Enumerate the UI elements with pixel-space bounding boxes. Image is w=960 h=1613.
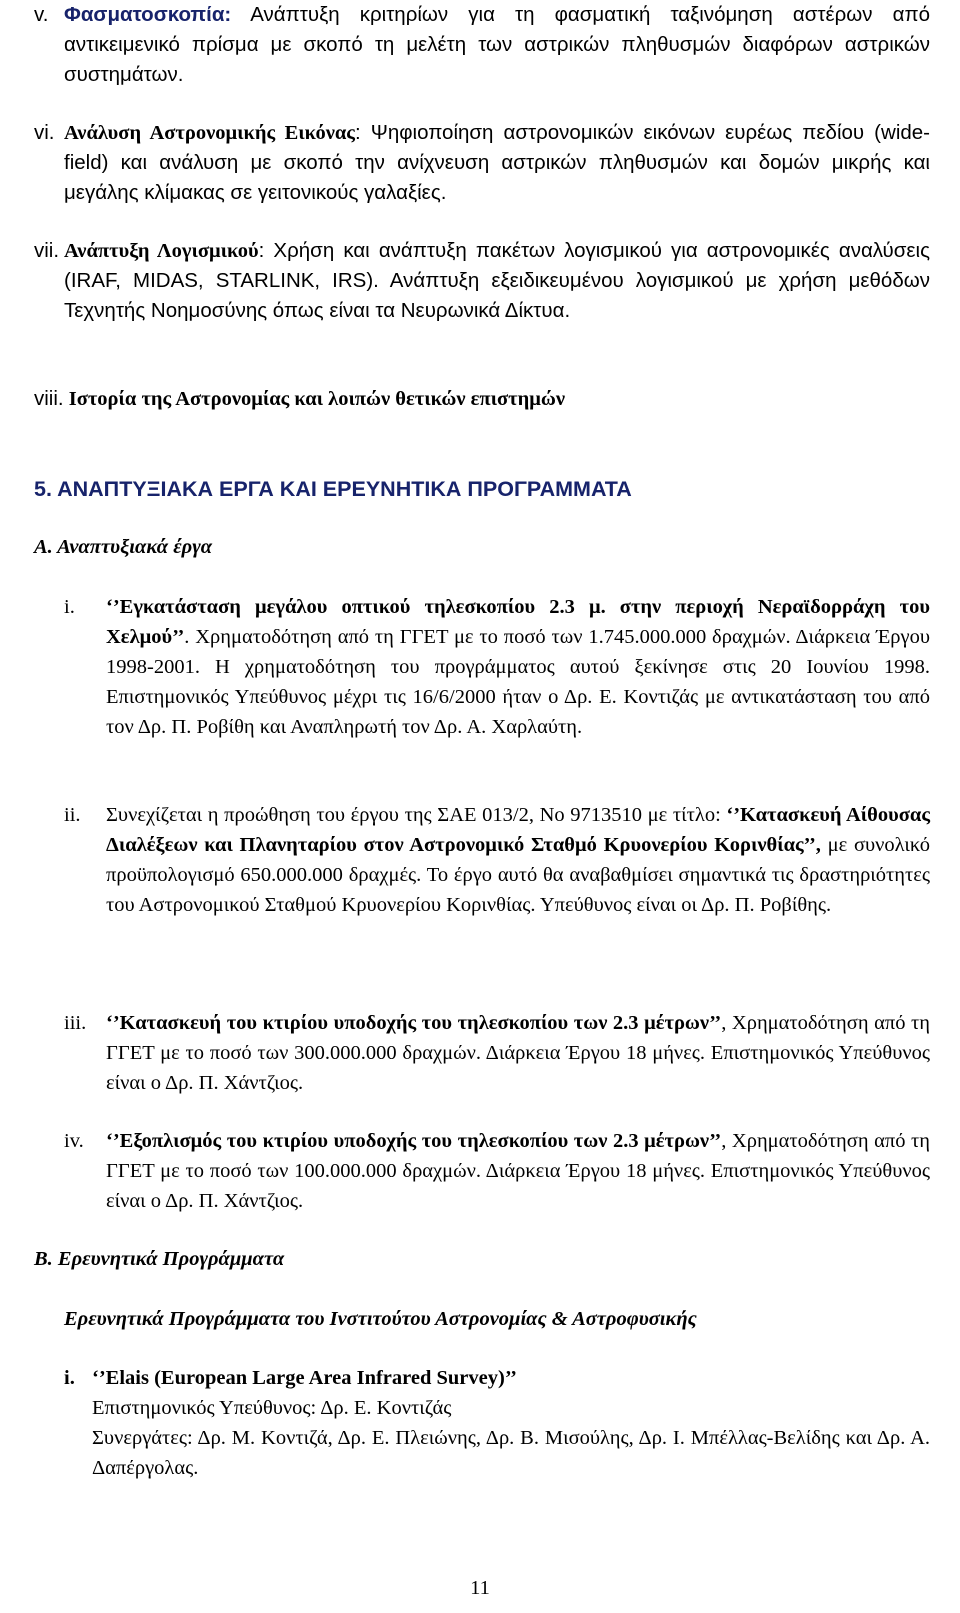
project-ii (64, 800, 930, 920)
research-i-lead: Επιστημονικός Υπεύθυνος: Δρ. Ε. Κοντιζάς (92, 1397, 452, 1419)
research-i (64, 1363, 930, 1483)
item-v-title: Φασματοσκοπία: (64, 3, 232, 26)
project-iv-number: iv. (64, 1130, 84, 1152)
subsection-b-heading: Β. Ερευνητικά Προγράμματα (34, 1248, 285, 1270)
project-ii-number: ii. (64, 804, 81, 826)
page-number: 11 (470, 1577, 490, 1599)
project-i-title: ‘’Εγκατάσταση μεγάλου οπτικού τηλεσκοπίου 2.3 μ. στην περιοχή Νεραϊδορράχη του Χελμού’’ (106, 596, 930, 648)
subsection-a-heading: Α. Αναπτυξιακά έργα (34, 536, 213, 558)
item-vii (34, 236, 930, 326)
project-iii-title: ‘’Κατασκευή του κτιρίου υποδοχής του τηλεσκοπίου των 2.3 μέτρων’’ (106, 1012, 722, 1034)
project-iv-title: ‘’Εξοπλισμός του κτιρίου υποδοχής του τηλεσκοπίου των 2.3 μέτρων’’ (106, 1130, 722, 1152)
item-v (34, 0, 930, 90)
item-vi (34, 118, 930, 208)
project-iv-text: , Χρηματοδότηση από τη ΓΓΕΤ με το ποσό των 100.000.000 δραχμών. Διάρκεια Έργου 18 μήνες. Επιστημονικός Υπεύθυνος είναι ο Δρ. Π. Χάντζιος. (106, 1130, 930, 1212)
section-5-heading: 5. ΑΝΑΠΤΥΞΙΑΚΑ ΕΡΓΑ ΚΑΙ ΕΡΕΥΝΗΤΙΚΑ ΠΡΟΓΡΑΜΜΑΤΑ (34, 477, 632, 501)
project-i-text: . Χρηματοδότηση από τη ΓΓΕΤ με το ποσό των 1.745.000.000 δραχμών. Διάρκεια Έργου 1998-2001. Η χρηματοδότηση του προγράμματος αυτού ξεκίνησε στις 20 Ιουνίου 1998. Επιστημονικός Υπεύθυνος μέχρι τις 16/6/2000 ήταν ο Δρ. Ε. Κοντιζάς με αντικατάσταση του από τον Δρ. Π. Ροβίθη και Αναπληρωτή τον Δρ. Α. Χαρλαύτη. (106, 626, 930, 738)
item-viii-number: viii. (34, 387, 64, 410)
project-iii (64, 1008, 930, 1098)
research-i-number: i. (64, 1367, 75, 1389)
project-ii-title: ‘’Κατασκευή Αίθουσας Διαλέξεων και Πλανηταρίου στον Αστρονομικό Σταθμό Κρυονερίου Κορινθίας’’, (106, 804, 930, 856)
item-vi-number: vi. (34, 121, 55, 144)
project-ii-text: με συνολικό προϋπολογισμό 650.000.000 δραχμές. Το έργο αυτό θα αναβαθμίσει σημαντικά τις δραστηριότητες του Αστρονομικού Σταθμού Κρυονερίου Κορινθίας. Υπεύθυνος είναι οι Δρ. Π. Ροβίθης. (106, 834, 931, 916)
project-iii-text: , Χρηματοδότηση από τη ΓΓΕΤ με το ποσό των 300.000.000 δραχμών. Διάρκεια Έργου 18 μήνες. Επιστημονικός Υπεύθυνος είναι ο Δρ. Π. Χάντζιος. (106, 1012, 930, 1094)
item-vii-text: : Χρήση και ανάπτυξη πακέτων λογισμικού για αστρονομικές αναλύσεις (IRAF, MIDAS, STARLINK, IRS). Ανάπτυξη εξειδικευμένου λογισμικού με χρήση μεθόδων Τεχνητής Νοημοσύνης όπως είναι τα Νευρωνικά Δίκτυα. (64, 239, 930, 322)
project-i (64, 592, 930, 742)
research-i-title: ‘’Elais (European Large Area Infrared Survey)’’ (92, 1367, 517, 1389)
project-i-number: i. (64, 596, 75, 618)
item-v-number: v. (34, 3, 49, 26)
project-iii-number: iii. (64, 1012, 87, 1034)
item-viii (34, 384, 930, 414)
research-programs-title: Ερευνητικά Προγράμματα του Ινστιτούτου Αστρονομίας & Αστροφυσικής (64, 1308, 697, 1330)
project-ii-intro: Συνεχίζεται η προώθηση του έργου της ΣΑΕ 013/2, Νο 9713510 με τίτλο: (106, 804, 727, 826)
project-iv (64, 1126, 930, 1216)
research-i-collaborators: Συνεργάτες: Δρ. Μ. Κοντιζά, Δρ. Ε. Πλειώνης, Δρ. Β. Μισούλης, Δρ. Ι. Μπέλλας-Βελίδης και Δρ. Α. Δαπέργολας. (92, 1427, 930, 1479)
item-viii-title: Ιστορία της Αστρονομίας και λοιπών θετικών επιστημών (68, 388, 565, 410)
item-vii-title: Ανάπτυξη Λογισμικού (64, 240, 259, 262)
item-vii-number: vii. (34, 239, 60, 262)
item-vi-text: : Ψηφιοποίηση αστρονομικών εικόνων ευρέως πεδίου (wide-field) και ανάλυση με σκοπό την ανίχνευση αστρικών πληθυσμών και δομών μικρής και μεγάλης κλίμακας σε γειτονικούς γαλαξίες. (64, 121, 930, 204)
item-vi-title: Ανάλυση Αστρονομικής Εικόνας (64, 122, 355, 144)
item-v-text: Ανάπτυξη κριτηρίων για τη φασματική ταξινόμηση αστέρων από αντικειμενικό πρίσμα με σκοπό τη μελέτη των αστρικών πληθυσμών διαφόρων αστρικών συστημάτων. (64, 3, 930, 86)
